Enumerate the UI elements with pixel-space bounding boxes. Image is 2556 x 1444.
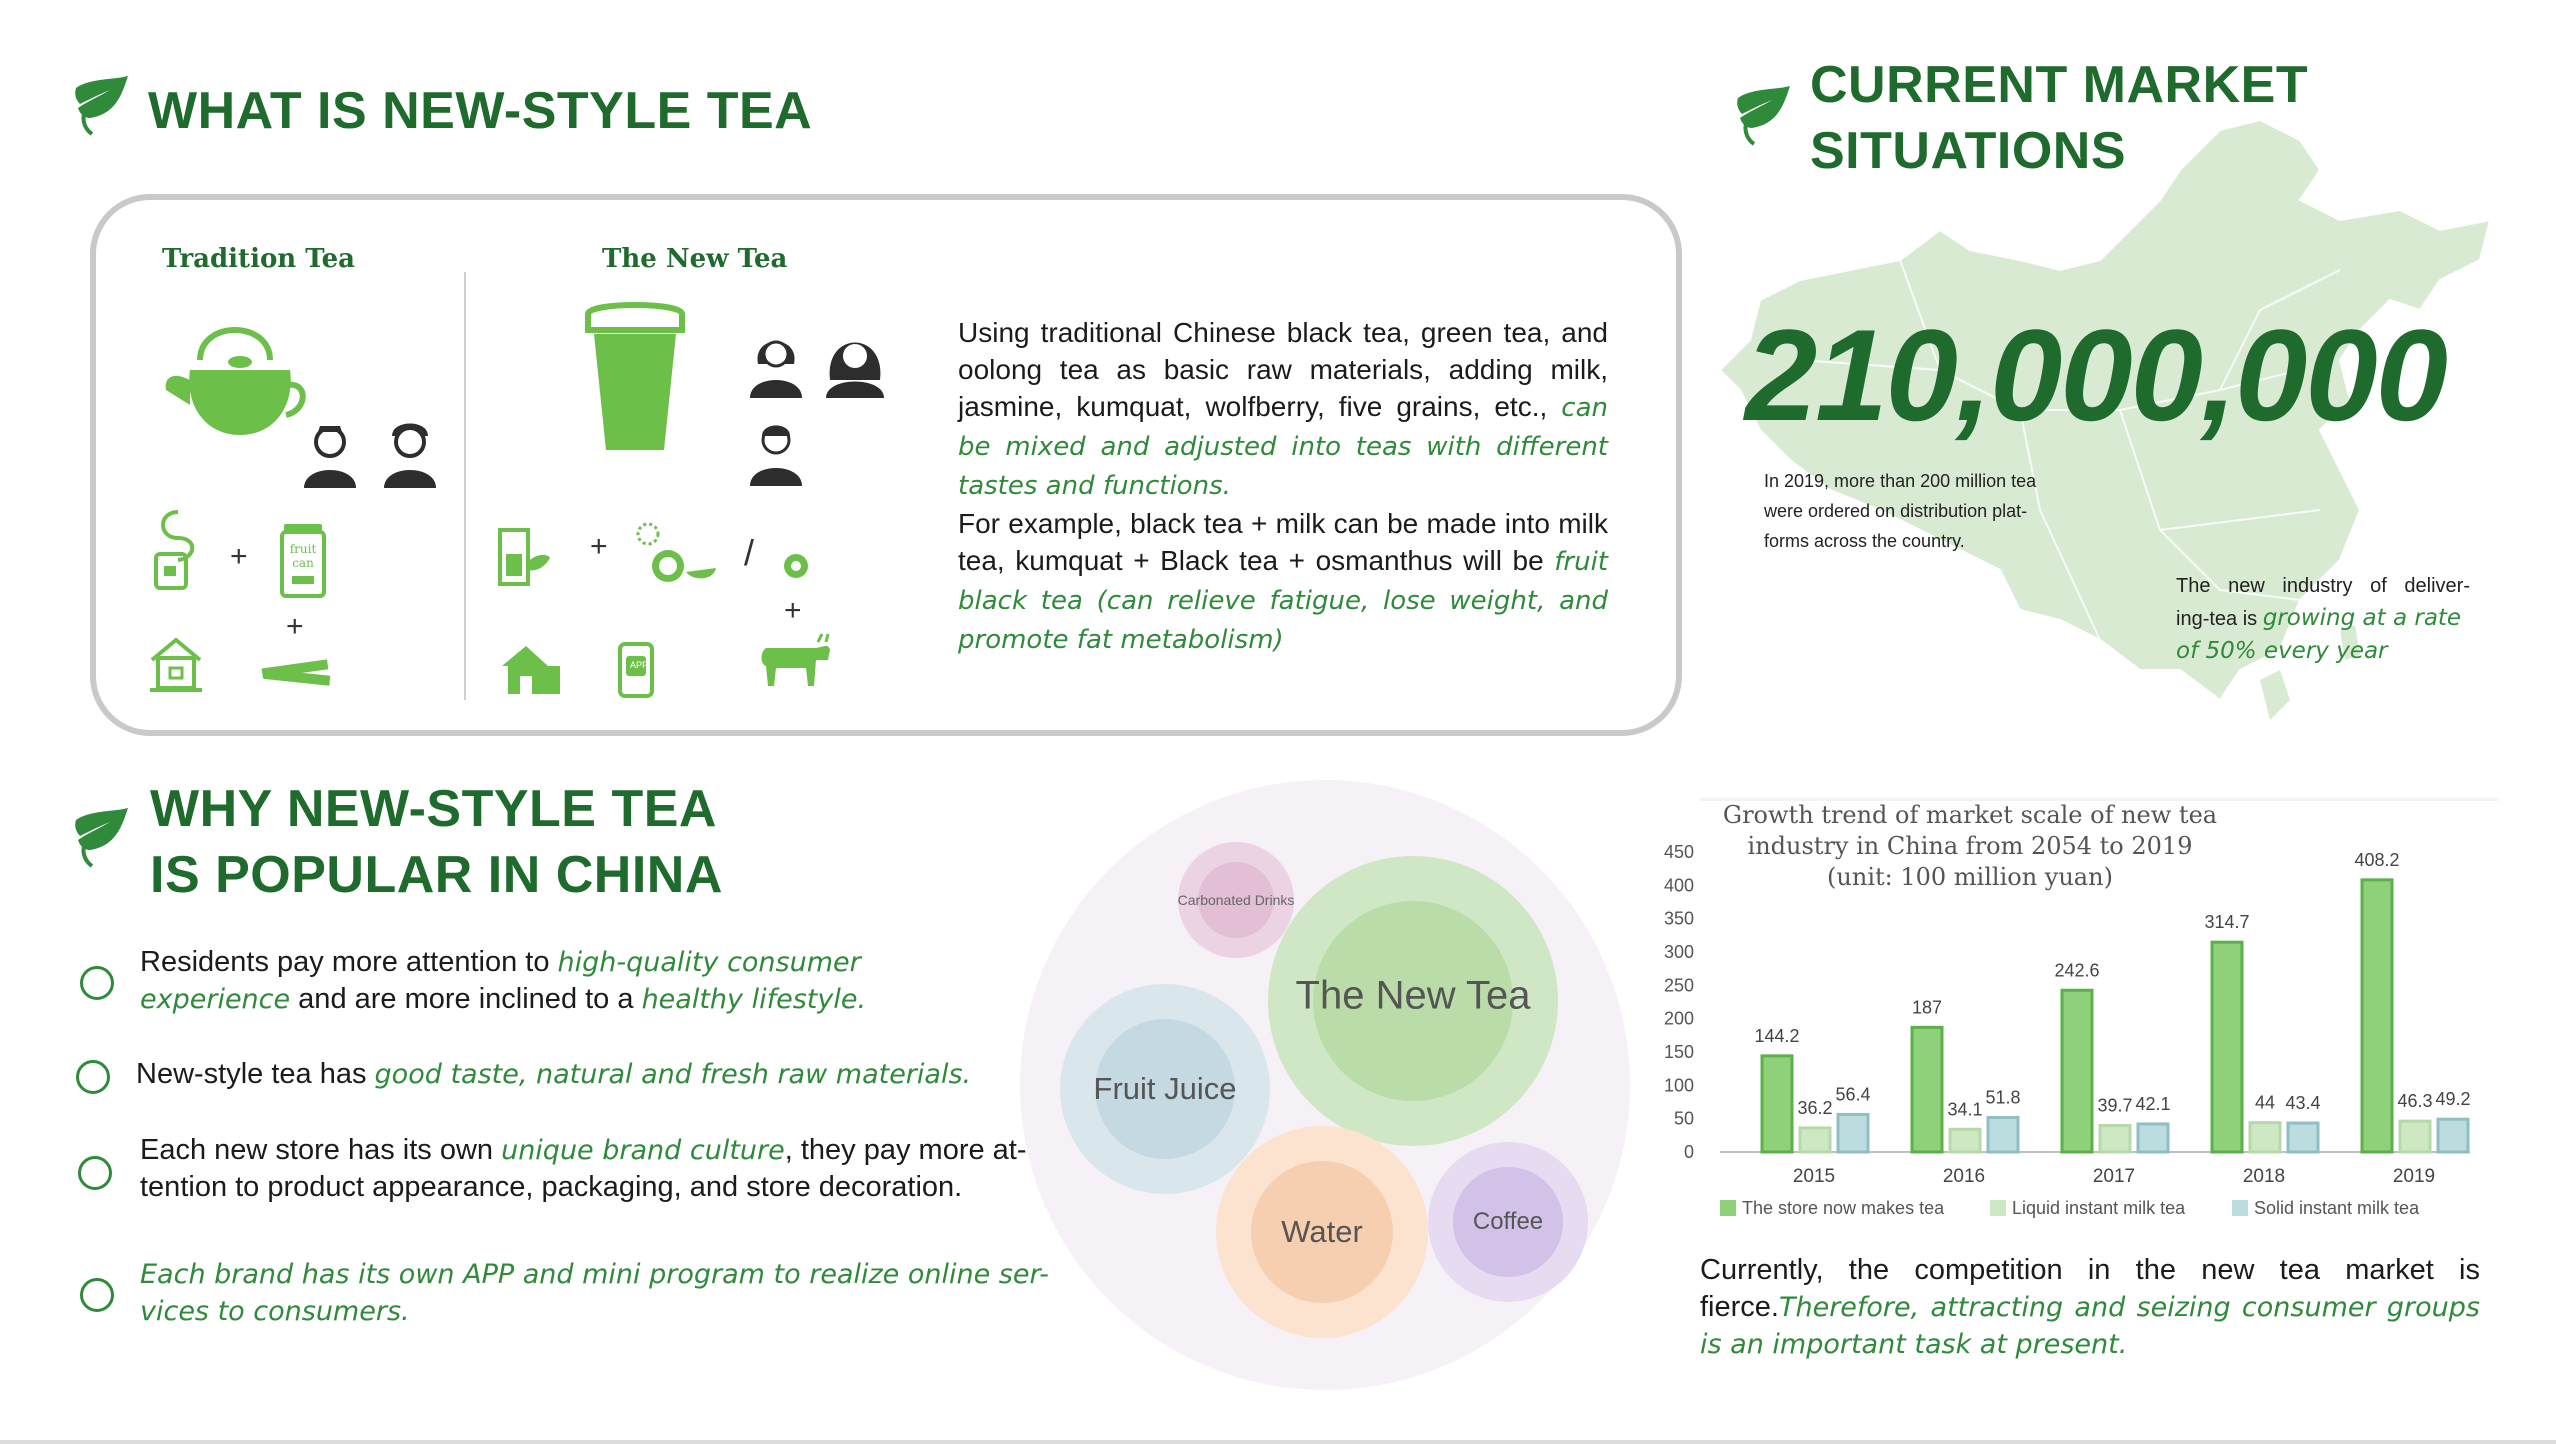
bar-value-label: 44 xyxy=(2254,1092,2276,1113)
reason-highlight: vices to consumers. xyxy=(140,1296,410,1327)
y-tick-label: 150 xyxy=(1663,1042,1694,1062)
bar xyxy=(1988,1117,2018,1152)
leaf-icon xyxy=(70,74,134,138)
bubble-label-new-tea: The New Tea xyxy=(1295,973,1531,1018)
new-tea-description xyxy=(958,314,1608,659)
reason-text: and are more inclined to a xyxy=(290,983,642,1015)
reason-text: Each new store has its own xyxy=(140,1134,502,1166)
phone-app-icon xyxy=(612,640,660,700)
growth-note-highlight: of 50% every year xyxy=(2176,638,2388,664)
reason-highlight: Each brand has its own APP and mini program to realize online ser- xyxy=(140,1259,1049,1290)
bullet-circle xyxy=(80,966,114,1000)
x-tick-label: 2017 xyxy=(2092,1166,2136,1187)
fruit-icon xyxy=(630,520,720,590)
bubble-label-fruit-juice: Fruit Juice xyxy=(1093,1071,1237,1106)
legend-item xyxy=(1720,1198,1944,1219)
y-tick-label: 200 xyxy=(1663,1008,1694,1029)
y-tick-label: 50 xyxy=(1673,1108,1694,1129)
plus-sign: + xyxy=(230,540,248,573)
reason-text: tention to product appearance, packaging, and store decoration. xyxy=(140,1171,963,1203)
market-note-line: forms across the country. xyxy=(1764,531,1965,551)
bar xyxy=(2250,1123,2280,1152)
reason-highlight: unique brand culture xyxy=(501,1135,785,1166)
bar-value-label: 46.3 xyxy=(2397,1091,2433,1112)
reason-highlight: good taste, natural and fresh raw materials. xyxy=(374,1059,972,1090)
reason-item xyxy=(140,944,866,1018)
flower-icon xyxy=(780,550,812,582)
reason-text: , they pay more at- xyxy=(784,1134,1027,1166)
reason-item xyxy=(136,1056,971,1093)
bullet-circle xyxy=(78,1156,112,1190)
y-tick-label: 300 xyxy=(1663,942,1694,962)
bar-value-label: 34.1 xyxy=(1947,1099,1983,1120)
growth-note xyxy=(2176,570,2470,667)
person-icon xyxy=(380,420,440,490)
y-tick-label: 250 xyxy=(1663,975,1694,996)
bottom-divider xyxy=(0,1440,2556,1444)
app-label: APP xyxy=(630,660,649,670)
bar-value-label: 314.7 xyxy=(2204,912,2250,933)
reason-item xyxy=(140,1132,1027,1206)
reason-highlight: high-quality consumer xyxy=(557,947,861,978)
y-tick-label: 450 xyxy=(1663,842,1694,862)
person-icon xyxy=(746,418,806,488)
market-note xyxy=(1764,466,2036,556)
teapot-icon xyxy=(160,310,310,445)
bar xyxy=(1838,1114,1868,1152)
fruit-can-label-text: can xyxy=(292,556,314,570)
tea-bag-icon xyxy=(148,508,210,592)
slash-sign: / xyxy=(744,532,755,573)
bubble-label-coffee: Coffee xyxy=(1472,1208,1544,1235)
plus-sign: + xyxy=(784,594,802,627)
bar xyxy=(1912,1027,1942,1152)
bar-value-label: 187 xyxy=(1911,997,1943,1018)
conclusion-text xyxy=(1700,1252,2480,1363)
bar xyxy=(1800,1128,1830,1152)
bar xyxy=(2362,880,2392,1152)
x-tick-label: 2018 xyxy=(2242,1166,2286,1187)
bar xyxy=(2062,990,2092,1152)
person-icon xyxy=(746,330,806,400)
legend-item xyxy=(1990,1198,2185,1219)
bullet-circle xyxy=(76,1060,110,1094)
bar-value-label: 51.8 xyxy=(1985,1087,2021,1108)
leaf-icon xyxy=(70,806,134,870)
reason-highlight: experience xyxy=(140,984,291,1015)
bar-value-label: 49.2 xyxy=(2435,1089,2471,1110)
bar-chart xyxy=(1640,830,2500,1200)
bar xyxy=(2288,1123,2318,1152)
bar xyxy=(2138,1124,2168,1152)
plus-sign: + xyxy=(590,530,608,563)
bar xyxy=(2438,1119,2468,1152)
growth-note-highlight: growing at a rate xyxy=(2262,605,2462,631)
reason-text: New-style tea has xyxy=(136,1058,375,1090)
section-title-line: SITUATIONS xyxy=(1810,122,2127,180)
section-title-line: WHY NEW-STYLE TEA xyxy=(150,780,717,838)
plus-sign: + xyxy=(286,610,304,643)
reason-item xyxy=(140,1256,1049,1330)
bubble-label-water: Water xyxy=(1281,1214,1363,1249)
legend-label: The store now makes tea xyxy=(1742,1198,1945,1218)
bar-value-label: 43.4 xyxy=(2285,1093,2321,1114)
bar xyxy=(1950,1129,1980,1152)
market-note-line: were ordered on distribution plat- xyxy=(1764,501,2028,521)
tea-cup-icon xyxy=(580,300,690,460)
shop-icon xyxy=(498,640,564,696)
bar xyxy=(1762,1056,1792,1152)
reason-highlight: healthy lifestyle. xyxy=(641,984,867,1015)
fruit-can-label-text: fruit xyxy=(289,542,317,556)
bar-value-label: 42.1 xyxy=(2135,1093,2171,1114)
cow-icon xyxy=(756,630,832,690)
section-title-why xyxy=(150,776,723,908)
new-tea-title: The New Tea xyxy=(602,244,788,274)
fruit-can-label xyxy=(286,542,320,570)
y-tick-label: 350 xyxy=(1663,908,1694,929)
bar-value-label: 408.2 xyxy=(2354,849,2400,870)
legend-swatch xyxy=(2232,1200,2248,1216)
bar xyxy=(2100,1126,2130,1152)
x-tick-label: 2019 xyxy=(2392,1166,2436,1187)
bar-value-label: 242.6 xyxy=(2054,960,2100,981)
description-highlight: can be mixed and adjusted into teas with different tastes and functions. xyxy=(958,393,1608,501)
growth-note-text: ing-tea is xyxy=(2176,608,2263,630)
x-tick-label: 2016 xyxy=(1942,1166,1986,1187)
tea-pack-icon xyxy=(496,524,552,588)
section-title-line: IS POPULAR IN CHINA xyxy=(150,846,723,904)
house-icon xyxy=(148,634,204,694)
legend-swatch xyxy=(1720,1200,1736,1216)
conclusion-plain: Currently, the competition in the new tea market is fierce. xyxy=(1700,1254,2480,1323)
bar-value-label: 39.7 xyxy=(2097,1095,2133,1116)
description-text: For example, black tea + milk can be made into milk tea, kumquat + Black tea + osmanthus will be xyxy=(958,508,1608,576)
y-tick-label: 400 xyxy=(1663,875,1694,896)
legend-swatch xyxy=(1990,1200,2006,1216)
y-tick-label: 0 xyxy=(1683,1142,1694,1162)
market-note-line: In 2019, more than 200 million tea xyxy=(1764,471,2037,491)
chart-title-line: (unit: 100 million yuan) xyxy=(1827,863,2113,891)
bar-value-label: 144.2 xyxy=(1754,1025,1800,1046)
legend-label: Liquid instant milk tea xyxy=(2012,1198,2186,1218)
big-number: 210,000,000 xyxy=(1745,302,2446,448)
sachet-icon xyxy=(258,650,334,686)
person-icon xyxy=(820,330,890,400)
bar xyxy=(2400,1121,2430,1152)
tradition-tea-title: Tradition Tea xyxy=(162,244,355,274)
section-title-line: CURRENT MARKET xyxy=(1810,56,2309,114)
reason-text: Residents pay more attention to xyxy=(140,946,558,978)
description-highlight: fruit black tea (can relieve fatigue, lose weight, and promote fat metabolism) xyxy=(958,547,1608,655)
bar-value-label: 56.4 xyxy=(1835,1084,1871,1105)
x-tick-label: 2015 xyxy=(1792,1166,1836,1187)
bubble-label-carbonated: Carbonated Drinks xyxy=(1177,892,1295,908)
bullet-circle xyxy=(80,1278,114,1312)
bar-value-label: 36.2 xyxy=(1797,1097,1833,1118)
section-title-what: WHAT IS NEW-STYLE TEA xyxy=(148,82,813,140)
conclusion-highlight: Therefore, attracting and seizing consumer groups is an important task at present. xyxy=(1700,1292,2480,1360)
growth-note-line: The new industry of deliver- xyxy=(2176,575,2470,597)
chart-title-line: industry in China from 2054 to 2019 xyxy=(1747,832,2193,860)
chart-title-line: Growth trend of market scale of new tea xyxy=(1722,801,2218,829)
description-text: Using traditional Chinese black tea, green tea, and oolong tea as basic raw materials, adding milk, jasmine, kumquat, wolfberry, five grains, etc., xyxy=(958,317,1608,422)
legend-item xyxy=(2232,1198,2419,1219)
y-tick-label: 100 xyxy=(1663,1075,1694,1096)
legend-label: Solid instant milk tea xyxy=(2254,1198,2420,1218)
person-icon xyxy=(300,420,360,490)
bar xyxy=(2212,942,2242,1152)
column-divider xyxy=(464,272,466,700)
